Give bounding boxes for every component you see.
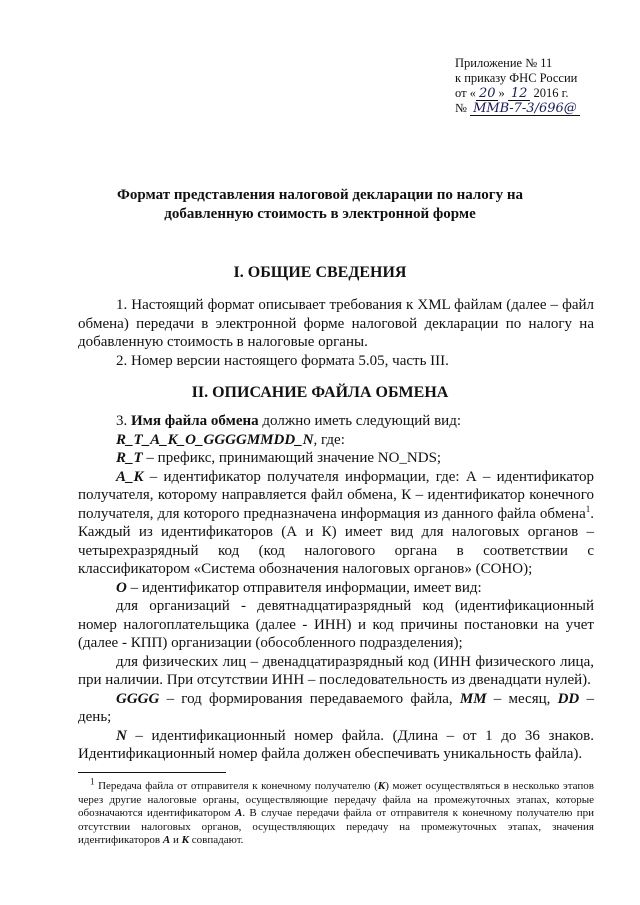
document-title: Формат представления налоговой декларации по налогу на добавленную стоимость в электронной форме xyxy=(117,187,523,222)
section-1-body xyxy=(78,296,594,370)
order-number: № ММВ-7-3/696@ xyxy=(455,101,580,116)
appendix-label: Приложение № 11 xyxy=(455,56,553,70)
approval-header xyxy=(455,56,580,116)
ak-definition: A_K – идентификатор получателя информации, где: А – идентификатор получателя, которому направляется файл обмена, К – идентификатор конечного получателя, для которого предназначена информация из данного файла обмена$^1$. Каждый из идентификаторов (А и К) имеет вид для налоговых органов – четырехразрядный код (код налогового органа в соответствии с классификатором «Система обозначения налоговых органов» (СОНО); xyxy=(78,468,594,577)
section-2-body xyxy=(78,412,594,764)
order-date: от « 20 » 12 2016 г. xyxy=(455,86,569,101)
footnote-ref: 1 xyxy=(585,503,591,514)
file-name-pattern: R_T_A_K_O_GGGGMMDD_N, где: xyxy=(116,431,345,448)
date-definition: GGGG – год формирования передаваемого файла, MM – месяц, DD – день; xyxy=(78,690,594,725)
individuals-definition: для физических лиц – двенадцатиразрядный код (ИНН физического лица, при наличии. При отсутствии ИНН – последовательность из двенадцати нулей). xyxy=(78,653,594,688)
paragraph-2: 2. Номер версии настоящего формата 5.05, часть III. xyxy=(116,352,449,369)
section-2-heading: II. ОПИСАНИЕ ФАЙЛА ОБМЕНА xyxy=(191,384,449,401)
footnote-divider xyxy=(78,772,226,773)
o-definition: O – идентификатор отправителя информации, имеет вид: xyxy=(116,579,482,596)
paragraph-3: 3. Имя файла обмена должно иметь следующий вид: xyxy=(116,413,461,429)
handwritten-number: ММВ-7-3/696@ xyxy=(470,102,580,116)
handwritten-day: 20 xyxy=(476,87,499,101)
section-1-heading: I. ОБЩИЕ СВЕДЕНИЯ xyxy=(233,264,407,281)
order-line: к приказу ФНС России xyxy=(455,71,578,85)
handwritten-month: 12 xyxy=(508,87,531,101)
paragraph-1: 1. Настоящий формат описывает требования к XML файлам (далее – файл обмена) передачи в электронной форме налоговой декларации по налогу на добавленную стоимость в налоговые органы. xyxy=(78,297,594,350)
footnote: $^1$ Передача файла от отправителя к конечному получателю (К) может осуществляться в несколько этапов через другие налоговые органы, осуществляющие передачу файла на промежуточных этапах, которые обозначаются идентификатором А. В случае передачи файла от отправителя к конечному получателю при отсутствии налоговых органов, осуществляющих передачу на промежуточных этапах, значения идентификаторов А и К совпадают. xyxy=(78,776,595,847)
organizations-definition: для организаций - девятнадцатиразрядный код (идентификационный номер налогоплательщика (далее - ИНН) и код причины постановки на учет (далее - КПП) организации (обособленного подразделения); xyxy=(78,598,594,651)
footnote-marker: 1 xyxy=(90,776,95,787)
rt-definition: R_T – префикс, принимающий значение NO_NDS; xyxy=(116,450,442,466)
n-definition: N – идентификационный номер файла. (Длина – от 1 до 36 знаков. Идентификационный номер файла должен обеспечивать уникальность файла). xyxy=(78,727,594,762)
